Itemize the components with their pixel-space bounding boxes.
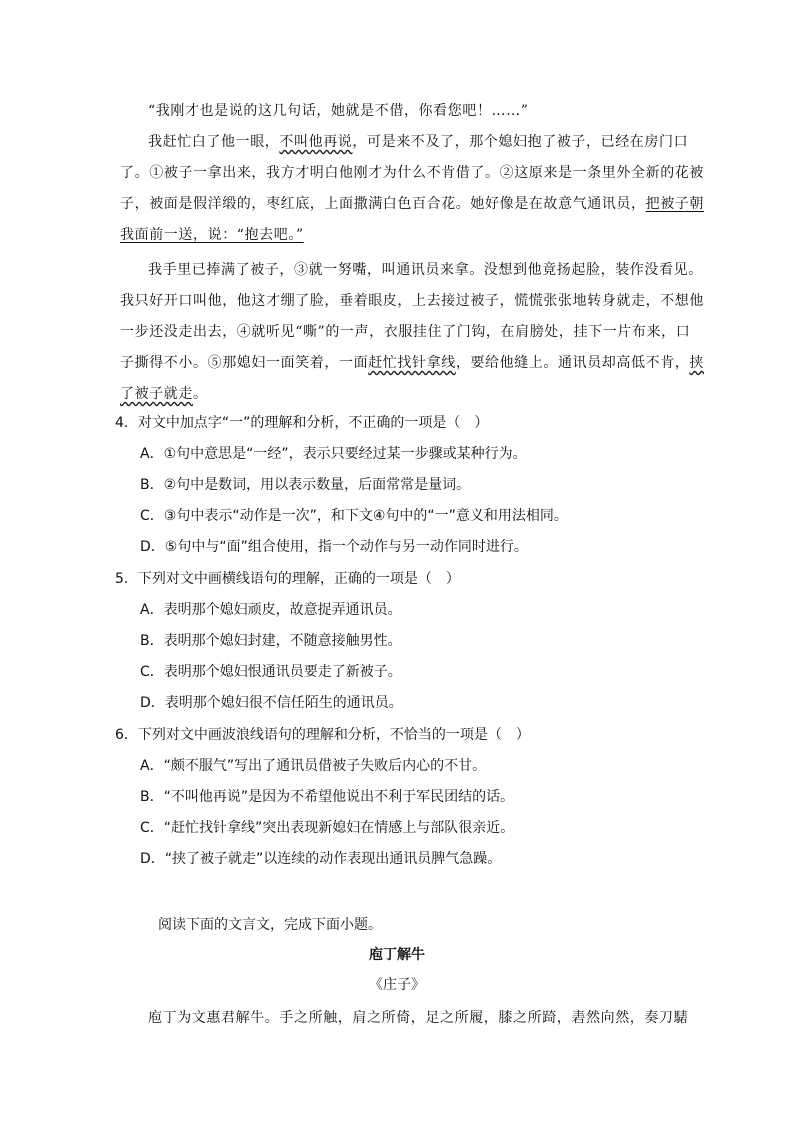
wavy-underlined-phrase: 不叫他再说 [279,134,353,150]
question-4-option-d[interactable]: D．⑤句中与“面”组合使用，指一个动作与另一动作同时进行。 [140,539,528,555]
question-6-option-b[interactable]: B．“不叫他再说”是因为不希望他说出不利于军民团结的话。 [140,789,515,805]
passage-paragraph-3 [120,255,705,410]
passage-line: 我手里已捧满了被子，③就一努嘴，叫通讯员来拿。没想到他竟扬起脸，装作没看见。 [148,262,703,278]
reading-title: 庖丁解牛 [369,947,425,963]
text-run: 我赶忙白了他一眼， [148,134,280,150]
reading-first-line [120,1003,689,1034]
wavy-underlined-phrase: 了被子就走 [120,386,193,402]
reading-author: 《庄子》 [369,977,425,993]
question-6-option-a[interactable]: A．“颇不服气”写出了通讯员借被子失败后内心的不甘。 [140,758,487,774]
passage-line [120,379,680,410]
passage-line: 我只好开口叫他，他这才绷了脸，垂着眼皮，上去接过被子，慌慌张张地转身就走，不想他 [120,293,704,309]
question-6-option-d[interactable]: D．“挟了被子就走”以连续的动作表现出通讯员脾气急躁。 [140,851,502,867]
question-5-option-a[interactable]: A．表明那个媳妇顽皮，故意捉弄通讯员。 [140,602,402,618]
question-4-option-b[interactable]: B．②句中是数词，用以表示数量，后面常常是量词。 [140,477,471,493]
wavy-underlined-phrase: 挟 [689,355,705,371]
question-4-stem: 4．对文中加点字“一”的理解和分析，不正确的一项是（ ） [115,415,489,431]
question-4-option-c[interactable]: C．③句中表示“动作是一次”，和下文④句中的“一”意义和用法相同。 [140,508,568,524]
text-run: ，可是来不及了，那个媳妇抱了被子，已经在房门口 [352,134,689,150]
passage-line [120,348,705,379]
passage-line: 庖丁为文惠君解牛。手之所触，肩之所倚，足之所履，膝之所踦，砉然向然，奏刀騞 [148,1010,689,1026]
wavy-underlined-phrase: 赶忙找针拿线 [368,355,456,371]
passage-line: 一步还没走出去，④就听见“嘶”的一声，衣服挂住了门钩，在肩膀处，挂下一片布来，口 [120,324,691,340]
question-6-option-c[interactable]: C．“赶忙找针拿线”突出表现新媳妇在情感上与部队很亲近。 [140,820,515,836]
underlined-phrase: 把被子朝 [645,196,705,212]
passage-paragraph-1 [120,96,680,127]
passage-paragraph-2 [120,127,705,251]
question-5-option-d[interactable]: D．表明那个媳妇很不信任陌生的通讯员。 [140,695,403,711]
question-6-stem: 6．下列对文中画波浪线语句的理解和分析，不恰当的一项是（ ） [115,727,530,743]
question-5-option-b[interactable]: B．表明那个媳妇封建，不随意接触男性。 [140,633,402,649]
text-run: 子撕得不小。⑤那媳妇一面笑着，一面 [120,355,369,371]
text-run: 子，被面是假洋缎的，枣红底，上面撒满白色百合花。她好像是在故意气通讯员， [120,196,646,212]
passage-line [120,127,689,158]
reading-instruction: 阅读下面的文言文，完成下面小题。 [158,917,382,933]
text-run: 。 [193,386,208,402]
underlined-line: 我面前一送，说：“抱去吧。” [120,227,304,243]
question-5-option-c[interactable]: C．表明那个媳妇恨通讯员要走了新被子。 [140,664,402,680]
question-4-option-a[interactable]: A．①句中意思是“一经”，表示只要经过某一步骤或某种行为。 [140,446,527,462]
passage-line: 了。①被子一拿出来，我方才明白他刚才为什么不肯借了。②这原来是一条里外全新的花被 [120,165,704,181]
passage-line [120,189,705,220]
question-5-stem: 5．下列对文中画横线语句的理解，正确的一项是（ ） [115,571,460,587]
passage-line: “我刚才也是说的这几句话，她就是不借，你看您吧！……” [148,103,529,119]
text-run: ，要给他缝上。通讯员却高低不肯， [455,355,690,371]
